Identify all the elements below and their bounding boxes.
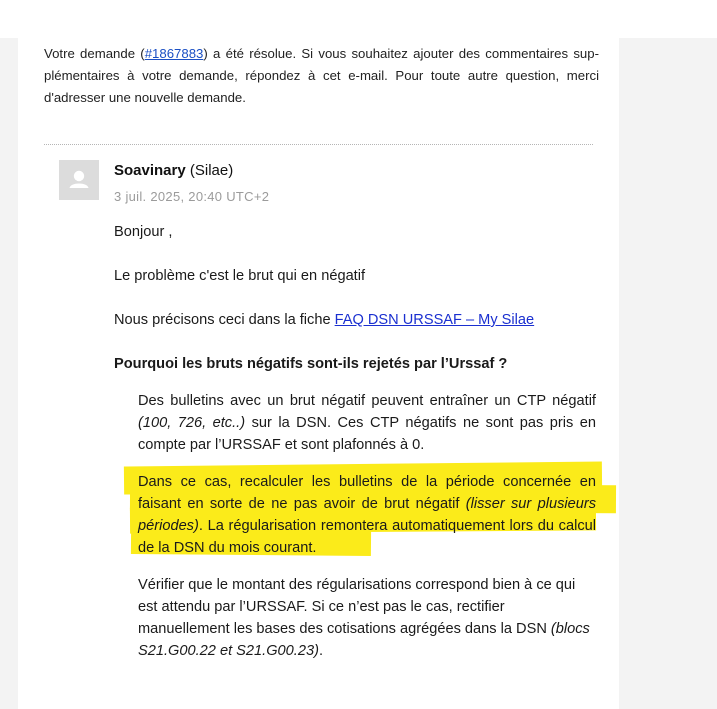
top-bar [0,0,717,38]
paragraph-1-italic: (100, 726, etc..) [138,415,246,431]
faq-link[interactable]: FAQ DSN URSSAF – My Silae [334,312,535,328]
email-card [18,38,619,709]
notice-prefix: Votre demande ( [44,46,145,61]
faq-prefix: Nous précisons ceci dans la fiche [114,312,335,328]
paragraph-1-text-b: sur la DSN. Ces CTP négatifs ne sont pas pris en compte par l’URSSAF et sont plafonnés à 0. [138,415,596,453]
paragraph-2-text-a: Dans ce cas, recalculer les bulletins de la période concernée en faisant en sorte de ne pas avoir de brut négatif [138,474,596,512]
greeting: Bonjour , [114,224,173,240]
comment-date: 3 juil. 2025, 20:40 UTC+2 [114,189,270,204]
ticket-link[interactable]: #1867883 [144,46,204,61]
divider [44,144,593,145]
question-heading: Pourquoi les bruts négatifs sont-ils rejetés par l’Urssaf ? [114,356,508,372]
comment-author [114,161,233,181]
user-placeholder-icon [59,160,99,200]
paragraph-3-italic: (blocs S21.G00.22 et S21.G00.23) [138,621,590,659]
resolution-notice [44,43,599,109]
author-name: Soavinary [114,162,186,179]
author-org: (Silae) [189,162,234,179]
paragraph-2-highlighted [138,471,596,559]
notice-suffix: ) a été résolue. Si vous souhaitez ajouter des commentaires supplémentaires à votre demande, répondez à cet e-mail. Pour toute autre question, merci d'adresser une nouvelle demande. [44,46,599,105]
paragraph-2-italic: (lisser sur plusieurs périodes) [138,496,597,534]
paragraph-3 [138,574,596,662]
paragraph-1 [138,390,596,456]
faq-reference [114,309,534,331]
paragraph-3-text-b: . [318,643,323,659]
paragraph-1-text-a: Des bulletins avec un brut négatif peuvent entraîner un CTP négatif [138,393,596,409]
paragraph-3-text-a: Vérifier que le montant des régularisations correspond bien à ce qui est attendu par l’URSSAF. Si ce n’est pas le cas, rectifier manuellement les bases des cotisations agrégées dans la DSN [138,577,576,637]
paragraph-2-text-b: . La régularisation remontera automatiquement lors du calcul de la DSN du mois courant. [138,518,596,556]
avatar [59,160,99,200]
problem-statement: Le problème c'est le brut qui en négatif [114,268,366,284]
